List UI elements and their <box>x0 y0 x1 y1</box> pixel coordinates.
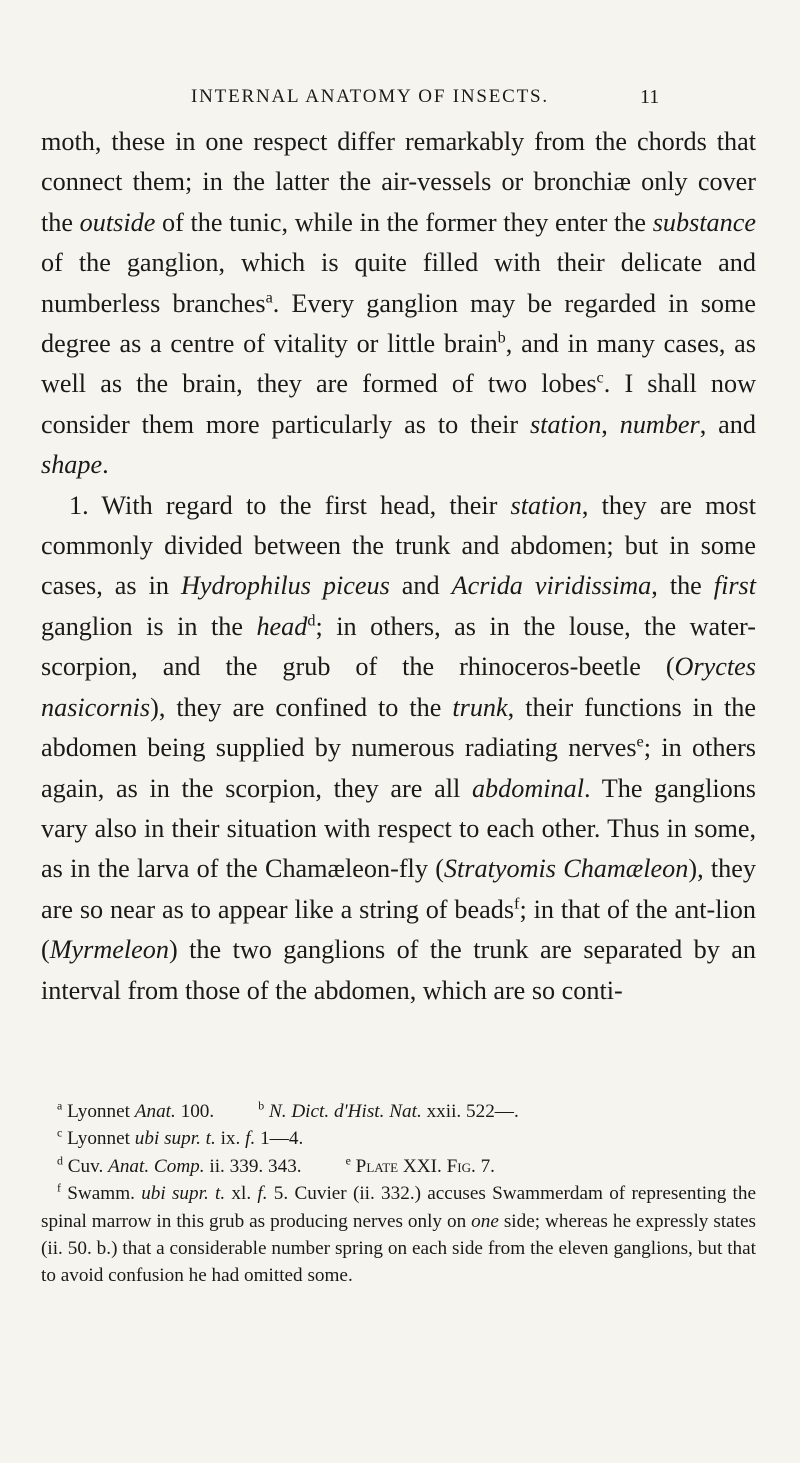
footnote-c: $^c$ Lyonnet ubi supr. t. ix. f. 1—4. <box>57 1126 304 1150</box>
footnote-ref-b: b <box>497 328 506 347</box>
footnote-line-ab <box>41 1098 756 1125</box>
running-head: INTERNAL ANATOMY OF INSECTS. <box>191 86 549 107</box>
body-text <box>41 122 756 1011</box>
footnote-ref-d: d <box>307 611 316 630</box>
footnote-ref-a: a <box>265 287 273 306</box>
footnotes <box>41 1098 756 1290</box>
footnote-ref-e: e <box>636 732 644 751</box>
page-header <box>0 86 800 116</box>
footnote-ref-f: f <box>514 893 520 912</box>
page-number: 11 <box>640 86 660 108</box>
footnote-ref-c: c <box>596 368 604 387</box>
footnote-d: $^d$ Cuv. Anat. Comp. ii. 339. 343. <box>57 1153 302 1177</box>
footnote-b: $^b$ N. Dict. d'Hist. Nat. xxii. 522—. <box>258 1098 519 1122</box>
footnote-e: $^e$ Plate XXI. Fig. 7. <box>345 1153 495 1177</box>
footnote-line-de <box>41 1153 756 1180</box>
paragraph-2: 1. With regard to the first head, their station, they are most commonly divided between the trunk and abdomen; but in some cases, as in Hydrophilus piceus and Acrida viridissima, the first ganglion is in the head$^d$; in others, as in the louse, the water-scorpion, and the grub of the rhinoceros-beetle (Oryctes nasicornis), they are confined to the trunk, their functions in the abdomen being supplied by numerous radiating nerves$^e$; in others again, as in the scorpion, they are all abdominal. The ganglions vary also in their situation with respect to each other. Thus in some, as in the larva of the Chamæleon-fly (Stratyomis Chamæleon), they are so near as to appear like a string of beads$^f$; in that of the ant-lion (Myrmeleon) the two ganglions of the trunk are separated by an interval from those of the abdomen, which are so conti- <box>41 490 757 1005</box>
footnote-a: $^a$ Lyonnet Anat. 100. <box>57 1098 215 1122</box>
footnote-f: $^f$ Swamm. ubi supr. t. xl. f. 5. Cuvier (ii. 332.) accuses Swammerdam of representing the spinal marrow in this grub as producing nerves only on one side; whereas he expressly states (ii. 50. b.) that a considerable number spring on each side from the eleven ganglions, but that to avoid confusion he had omitted some. <box>41 1180 756 1287</box>
paragraph-1: moth, these in one respect differ remarkably from the chords that connect them; in the latter the air-vessels or bronchiæ only cover the outside of the tunic, while in the former they enter the substance of the ganglion, which is quite filled with their delicate and numberless branches$^a$. Every ganglion may be regarded in some degree as a centre of vitality or little brain$^b$, and in many cases, as well as the brain, they are formed of two lobes$^c$. I shall now consider them more particularly as to their station, number, and shape. <box>41 127 757 480</box>
